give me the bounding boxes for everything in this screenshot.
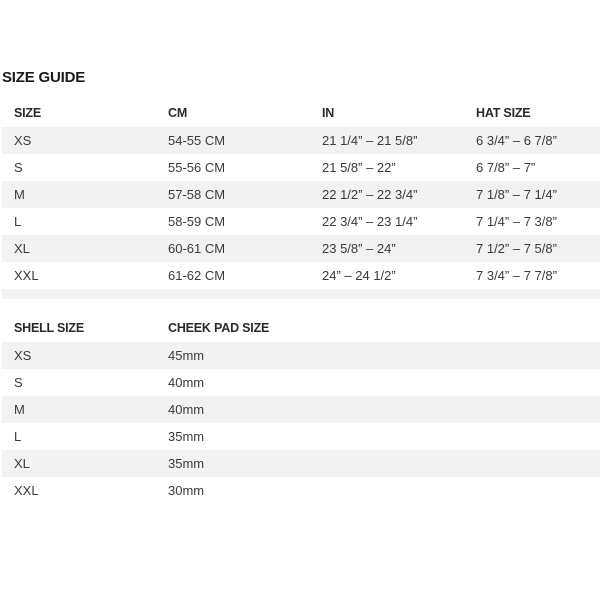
cheek-pad-cell: 30mm — [168, 483, 205, 498]
size-guide-title: SIZE GUIDE — [2, 69, 86, 86]
header-size: SIZE — [14, 106, 41, 120]
hat-size-cell: 6 3/4” – 6 7/8” — [476, 133, 557, 148]
size-table — [2, 100, 600, 299]
cm-cell: 61-62 CM — [168, 268, 226, 283]
cheek-pad-cell: 35mm — [168, 456, 205, 471]
table-row — [2, 477, 600, 504]
in-cell: 24” – 24 1/2” — [322, 268, 396, 283]
size-cell: XL — [14, 241, 30, 256]
table-row — [2, 342, 600, 369]
table-footer-bar — [2, 289, 600, 299]
cm-cell: 54-55 CM — [168, 133, 226, 148]
header-cm: CM — [168, 106, 188, 120]
table-row — [2, 127, 600, 154]
hat-size-cell: 7 1/2” – 7 5/8” — [476, 241, 557, 256]
hat-size-cell: 7 3/4” – 7 7/8” — [476, 268, 557, 283]
cheek-pad-cell: 40mm — [168, 402, 205, 417]
header-hat-size: HAT SIZE — [476, 106, 531, 120]
cheek-pad-cell: 35mm — [168, 429, 205, 444]
shell-table-header — [2, 315, 600, 342]
cheek-pad-cell: 40mm — [168, 375, 205, 390]
table-row — [2, 396, 600, 423]
size-cell: XXL — [14, 268, 39, 283]
table-row — [2, 154, 600, 181]
shell-size-cell: M — [14, 402, 25, 417]
cm-cell: 58-59 CM — [168, 214, 226, 229]
size-table-header — [2, 100, 600, 127]
hat-size-cell: 7 1/8” – 7 1/4” — [476, 187, 557, 202]
in-cell: 22 3/4” – 23 1/4” — [322, 214, 418, 229]
hat-size-cell: 6 7/8” – 7” — [476, 160, 536, 175]
shell-size-cell: XXL — [14, 483, 39, 498]
table-row — [2, 262, 600, 289]
shell-size-table — [2, 315, 600, 504]
in-cell: 23 5/8” – 24” — [322, 241, 396, 256]
table-row — [2, 235, 600, 262]
hat-size-cell: 7 1/4” – 7 3/8” — [476, 214, 557, 229]
in-cell: 21 1/4” – 21 5/8” — [322, 133, 418, 148]
shell-size-cell: XL — [14, 456, 30, 471]
table-row — [2, 450, 600, 477]
size-cell: M — [14, 187, 25, 202]
in-cell: 22 1/2” – 22 3/4” — [322, 187, 418, 202]
header-cheek-pad-size: CHEEK PAD SIZE — [168, 321, 270, 335]
cm-cell: 60-61 CM — [168, 241, 226, 256]
cm-cell: 55-56 CM — [168, 160, 226, 175]
shell-size-cell: L — [14, 429, 22, 444]
cm-cell: 57-58 CM — [168, 187, 226, 202]
in-cell: 21 5/8” – 22” — [322, 160, 396, 175]
header-in: IN — [322, 106, 335, 120]
table-row — [2, 181, 600, 208]
cheek-pad-cell: 45mm — [168, 348, 205, 363]
size-cell: XS — [14, 133, 32, 148]
shell-size-cell: XS — [14, 348, 32, 363]
header-shell-size: SHELL SIZE — [14, 321, 85, 335]
size-cell: L — [14, 214, 22, 229]
table-row — [2, 208, 600, 235]
table-row — [2, 369, 600, 396]
shell-size-cell: S — [14, 375, 23, 390]
table-row — [2, 423, 600, 450]
size-cell: S — [14, 160, 23, 175]
